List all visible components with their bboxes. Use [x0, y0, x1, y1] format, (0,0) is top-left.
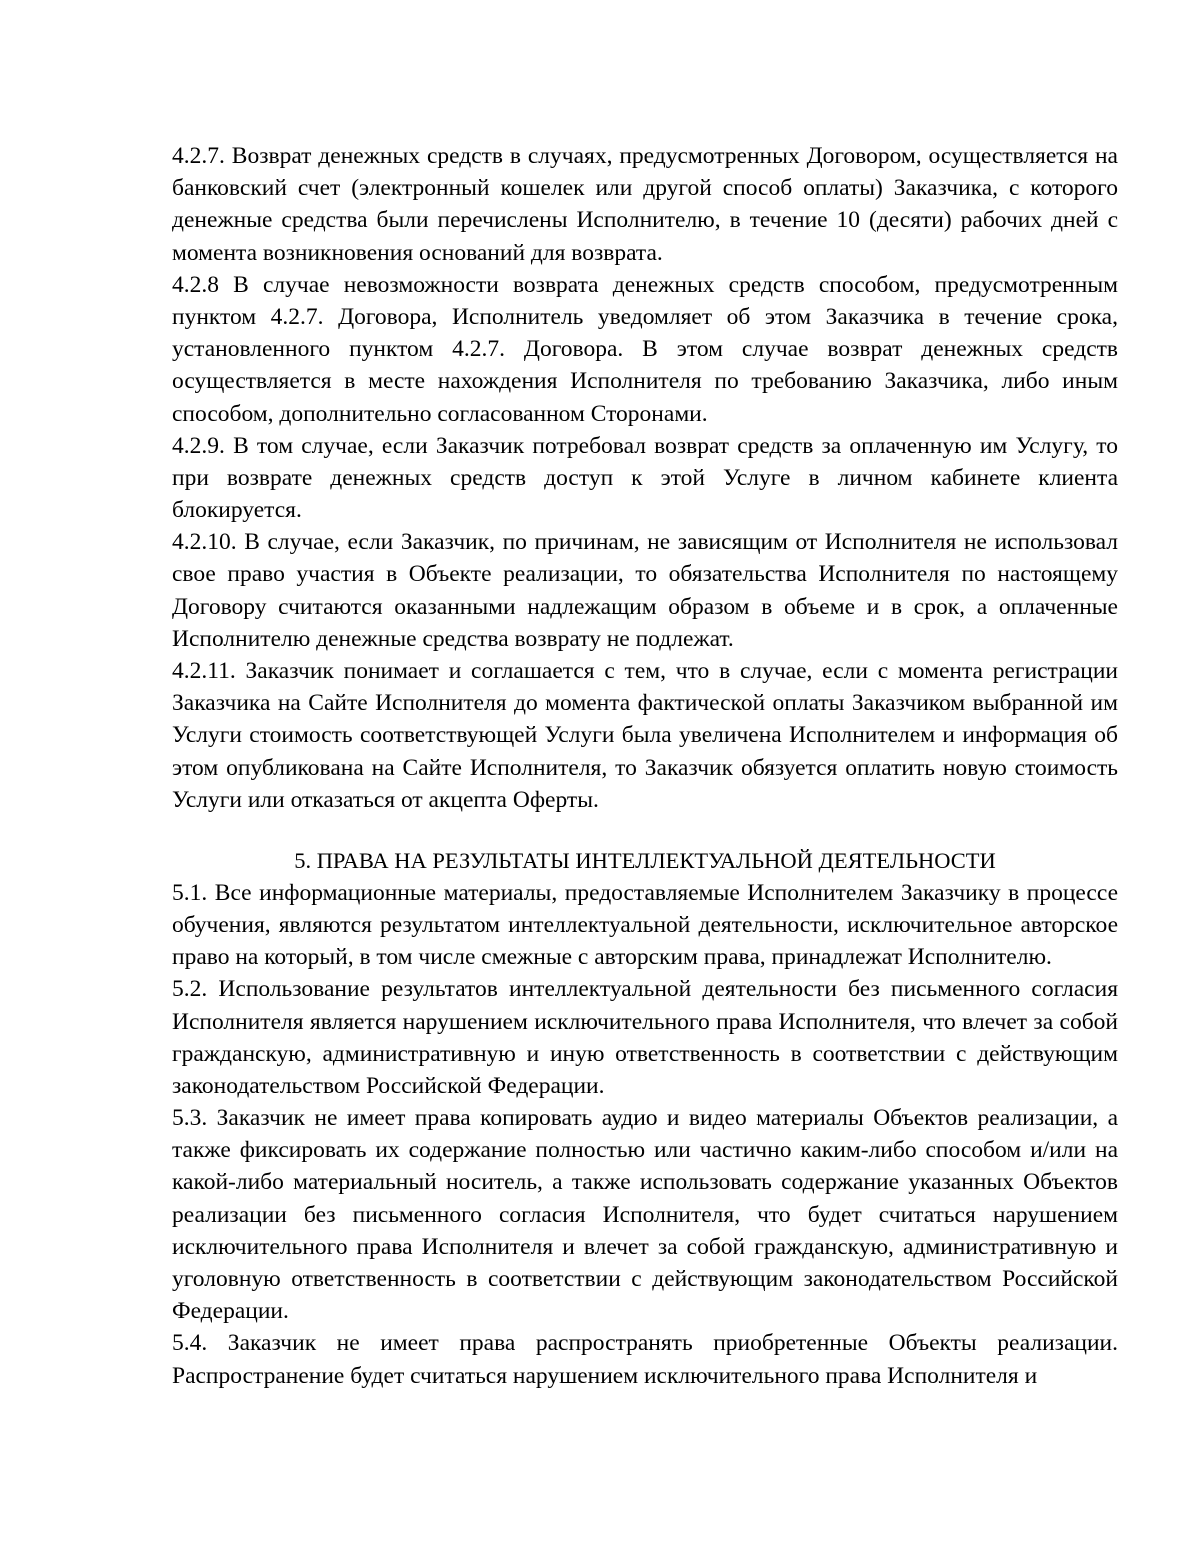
paragraph-4-2-9: 4.2.9. В том случае, если Заказчик потребовал возврат средств за оплаченную им Услугу, то при возврате денежных средств доступ к этой Услуге в личном кабинете клиента блокируется. — [172, 432, 1118, 524]
paragraph-4-2-11: 4.2.11. Заказчик понимает и соглашается с тем, что в случае, если с момента регистрации Заказчика на Сайте Исполнителя до момента фактической оплаты Заказчиком выбранной им Услуги стоимость соответствующей Услуги была увеличена Исполнителем и информация об этом опубликована на Сайте Исполнителя, то Заказчик обязуется оплатить новую стоимость Услуги или отказаться от акцепта Оферты. — [172, 658, 1118, 813]
paragraph-4-2-7: 4.2.7. Возврат денежных средств в случаях, предусмотренных Договором, осуществляется на банковский счет (электронный кошелек или другой способ оплаты) Заказчика, с которого денежные средства были перечислены Исполнителю, в течение 10 (десяти) рабочих дней с момента возникновения оснований для возврата. — [172, 143, 1118, 266]
document-body — [172, 140, 1118, 1392]
paragraph-5-3: 5.3. Заказчик не имеет права копировать аудио и видео материалы Объектов реализации, а также фиксировать их содержание полностью или частично каким-либо способом и/или на какой-либо материальный носитель, а также использовать содержание указанных Объектов реализации без письменного согласия Исполнителя, что будет считаться нарушением исключительного права Исполнителя и влечет за собой гражданскую, административную и уголовную ответственность в соответствии с действующим законодательством Российской Федерации. — [172, 1105, 1118, 1325]
paragraph-4-2-10: 4.2.10. В случае, если Заказчик, по причинам, не зависящим от Исполнителя не использовал свое право участия в Объекте реализации, то обязательства Исполнителя по настоящему Договору считаются оказанными надлежащим образом в объеме и в срок, а оплаченные Исполнителю денежные средства возврату не подлежат. — [172, 529, 1118, 652]
section-spacer — [172, 816, 1118, 846]
paragraph-4-2-8: 4.2.8 В случае невозможности возврата денежных средств способом, предусмотренным пунктом 4.2.7. Договора, Исполнитель уведомляет об этом Заказчика в течение срока, установленного пунктом 4.2.7. Договора. В этом случае возврат денежных средств осуществляется в месте нахождения Исполнителя по требованию Заказчика, либо иным способом, дополнительно согласованном Сторонами. — [172, 271, 1118, 427]
paragraph-5-1: 5.1. Все информационные материалы, предоставляемые Исполнителем Заказчику в процессе обучения, являются результатом интеллектуальной деятельности, исключительное авторское право на который, в том числе смежные с авторским права, принадлежат Исполнителю. — [172, 879, 1118, 971]
section-heading-5: 5. ПРАВА НА РЕЗУЛЬТАТЫ ИНТЕЛЛЕКТУАЛЬНОЙ ДЕЯТЕЛЬНОСТИ — [294, 847, 996, 873]
paragraph-5-2: 5.2. Использование результатов интеллектуальной деятельности без письменного согласия Исполнителя является нарушением исключительного права Исполнителя, что влечет за собой гражданскую, административную и иную ответственность в соответствии с действующим законодательством Российской Федерации. — [172, 976, 1118, 1099]
paragraph-5-4: 5.4. Заказчик не имеет права распространять приобретенные Объекты реализации. Распространение будет считаться нарушением исключительного права Исполнителя и — [172, 1330, 1118, 1389]
